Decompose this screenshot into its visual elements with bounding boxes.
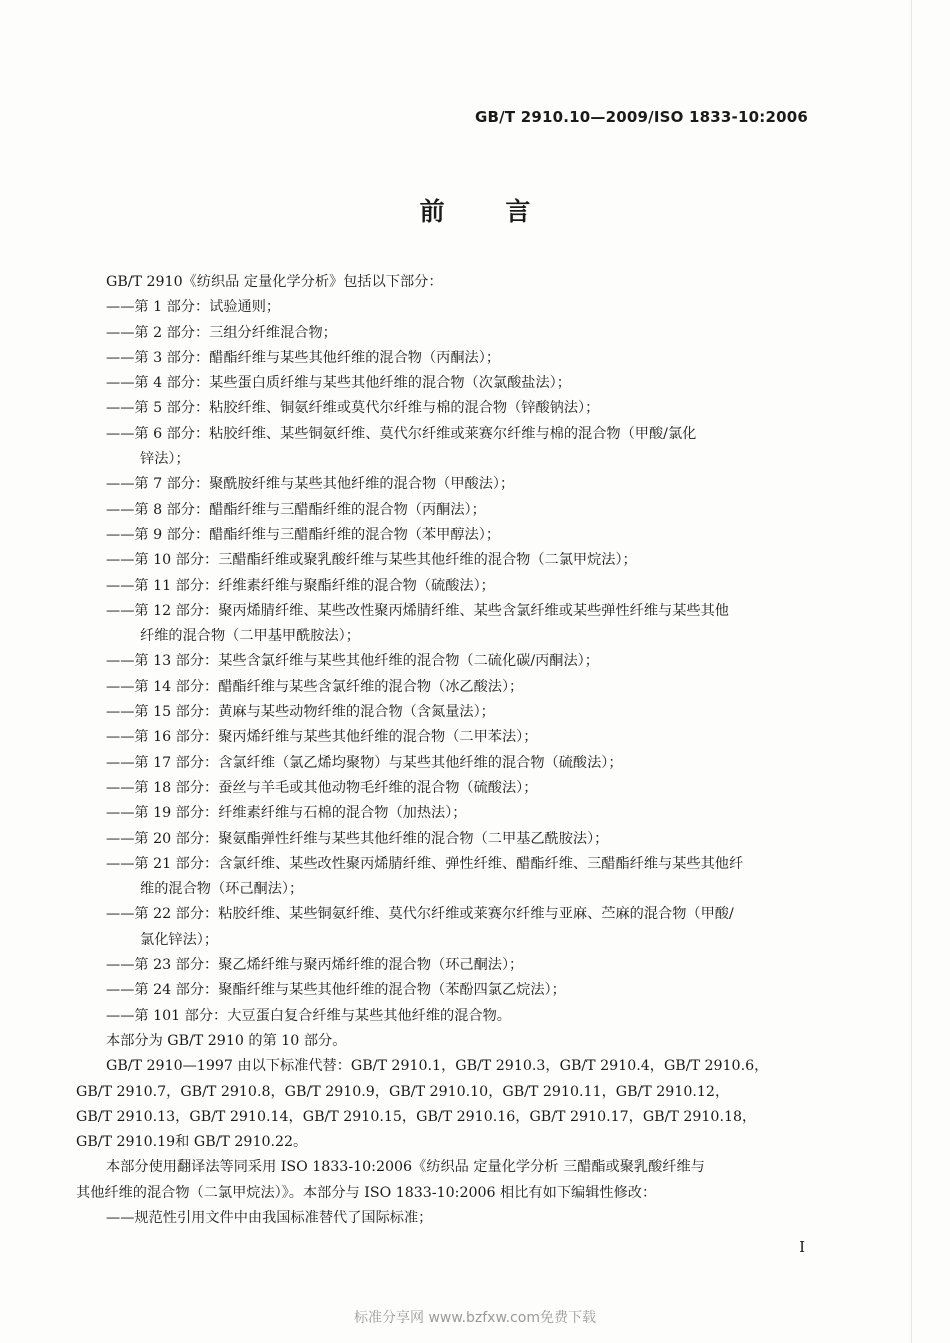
page-number: I <box>799 1238 805 1256</box>
list-item: ——第 21 部分：含氯纤维、某些改性聚丙烯腈纤维、弹性纤维、醋酯纤维、三醋酯纤维与某些其他纤 <box>106 855 744 872</box>
list-item-continuation: 维的混合物（环己酮法）； <box>140 881 304 898</box>
list-item: ——第 6 部分：粘胶纤维、某些铜氨纤维、莫代尔纤维或莱赛尔纤维与棉的混合物（甲酸/氯化 <box>106 425 697 442</box>
list-item: ——第 16 部分：聚丙烯纤维与某些其他纤维的混合物（二甲苯法）； <box>106 729 538 746</box>
document-header-id: GB/T 2910.10—2009/ISO 1833-10:2006 <box>475 108 808 126</box>
list-item: ——第 8 部分：醋酯纤维与三醋酯纤维的混合物（丙酮法）； <box>106 501 486 518</box>
list-item-continuation: 氯化锌法）； <box>140 931 219 948</box>
page-title: 前 言 <box>419 197 557 226</box>
list-item: ——第 22 部分：粘胶纤维、某些铜氨纤维、莫代尔纤维或莱赛尔纤维与亚麻、苎麻的混合物（甲酸/ <box>106 906 734 923</box>
list-item: ——第 4 部分：某些蛋白质纤维与某些其他纤维的混合物（次氯酸盐法）； <box>106 375 571 392</box>
list-item: ——规范性引用文件中由我国标准替代了国际标准； <box>106 1209 433 1226</box>
paragraph-replacement-line: GB/T 2910.7，GB/T 2910.8，GB/T 2910.9，GB/T 2910.10，GB/T 2910.11，GB/T 2910.12， <box>76 1083 730 1100</box>
list-item-continuation: 锌法）； <box>140 451 190 468</box>
intro-paragraph: GB/T 2910《纺织品 定量化学分析》包括以下部分： <box>106 274 443 290</box>
list-item-continuation: 纤维的混合物（二甲基甲酰胺法）； <box>140 628 360 645</box>
paragraph-adoption-line: 其他纤维的混合物（二氯甲烷法）》。本部分与 ISO 1833-10:2006 相比有如下编辑性修改： <box>76 1184 657 1201</box>
list-item: ——第 14 部分：醋酯纤维与某些含氯纤维的混合物（冰乙酸法）； <box>106 678 524 695</box>
paragraph-replacement: GB/T 2910—1997 由以下标准代替：GB/T 2910.1，GB/T 2910.3，GB/T 2910.4，GB/T 2910.6， <box>106 1058 769 1075</box>
list-item: ——第 3 部分：醋酯纤维与某些其他纤维的混合物（丙酮法）； <box>106 349 501 366</box>
list-item: ——第 2 部分：三组分纤维混合物； <box>106 324 337 341</box>
list-item: ——第 24 部分：聚酯纤维与某些其他纤维的混合物（苯酚四氯乙烷法）； <box>106 982 566 999</box>
list-item: ——第 10 部分：三醋酯纤维或聚乳酸纤维与某些其他纤维的混合物（二氯甲烷法）； <box>106 552 637 569</box>
list-item: ——第 101 部分：大豆蛋白复合纤维与某些其他纤维的混合物。 <box>106 1007 511 1024</box>
list-item: ——第 23 部分：聚乙烯纤维与聚丙烯纤维的混合物（环己酮法）； <box>106 957 524 974</box>
paragraph-replacement-line: GB/T 2910.13，GB/T 2910.14，GB/T 2910.15，GB/T 2910.16，GB/T 2910.17，GB/T 2910.18， <box>76 1108 757 1125</box>
list-item: ——第 1 部分：试验通则； <box>106 299 281 316</box>
list-item: ——第 18 部分：蚕丝与羊毛或其他动物毛纤维的混合物（硫酸法）； <box>106 779 538 796</box>
list-item: ——第 19 部分：纤维素纤维与石棉的混合物（加热法）； <box>106 805 467 822</box>
list-item: ——第 9 部分：醋酯纤维与三醋酯纤维的混合物（苯甲醇法）； <box>106 526 501 543</box>
paragraph-replacement-line: GB/T 2910.19和 GB/T 2910.22。 <box>76 1134 308 1151</box>
list-item: ——第 13 部分：某些含氯纤维与某些其他纤维的混合物（二硫化碳/丙酮法）； <box>106 653 599 670</box>
paragraph-adoption: 本部分使用翻译法等同采用 ISO 1833-10:2006《纺织品 定量化学分析 三醋酯或聚乳酸纤维与 <box>106 1159 705 1176</box>
list-item: ——第 20 部分：聚氨酯弹性纤维与某些其他纤维的混合物（二甲基乙酰胺法）； <box>106 830 609 847</box>
list-item: ——第 11 部分：纤维素纤维与聚酯纤维的混合物（硫酸法）； <box>106 577 495 594</box>
list-item: ——第 17 部分：含氯纤维（氯乙烯均聚物）与某些其他纤维的混合物（硫酸法）； <box>106 754 623 771</box>
list-item: ——第 7 部分：聚酰胺纤维与某些其他纤维的混合物（甲酸法）； <box>106 476 515 493</box>
list-item: ——第 15 部分：黄麻与某些动物纤维的混合物（含氮量法）； <box>106 704 495 721</box>
paragraph-part-statement: 本部分为 GB/T 2910 的第 10 部分。 <box>106 1032 347 1049</box>
list-item: ——第 12 部分：聚丙烯腈纤维、某些改性聚丙烯腈纤维、某些含氯纤维或某些弹性纤维与某些其他 <box>106 602 729 619</box>
list-item: ——第 5 部分：粘胶纤维、铜氨纤维或莫代尔纤维与棉的混合物（锌酸钠法）； <box>106 400 600 417</box>
footer-watermark: 标准分享网 www.bzfxw.com免费下载 <box>354 1310 596 1326</box>
body-text <box>76 270 814 1231</box>
